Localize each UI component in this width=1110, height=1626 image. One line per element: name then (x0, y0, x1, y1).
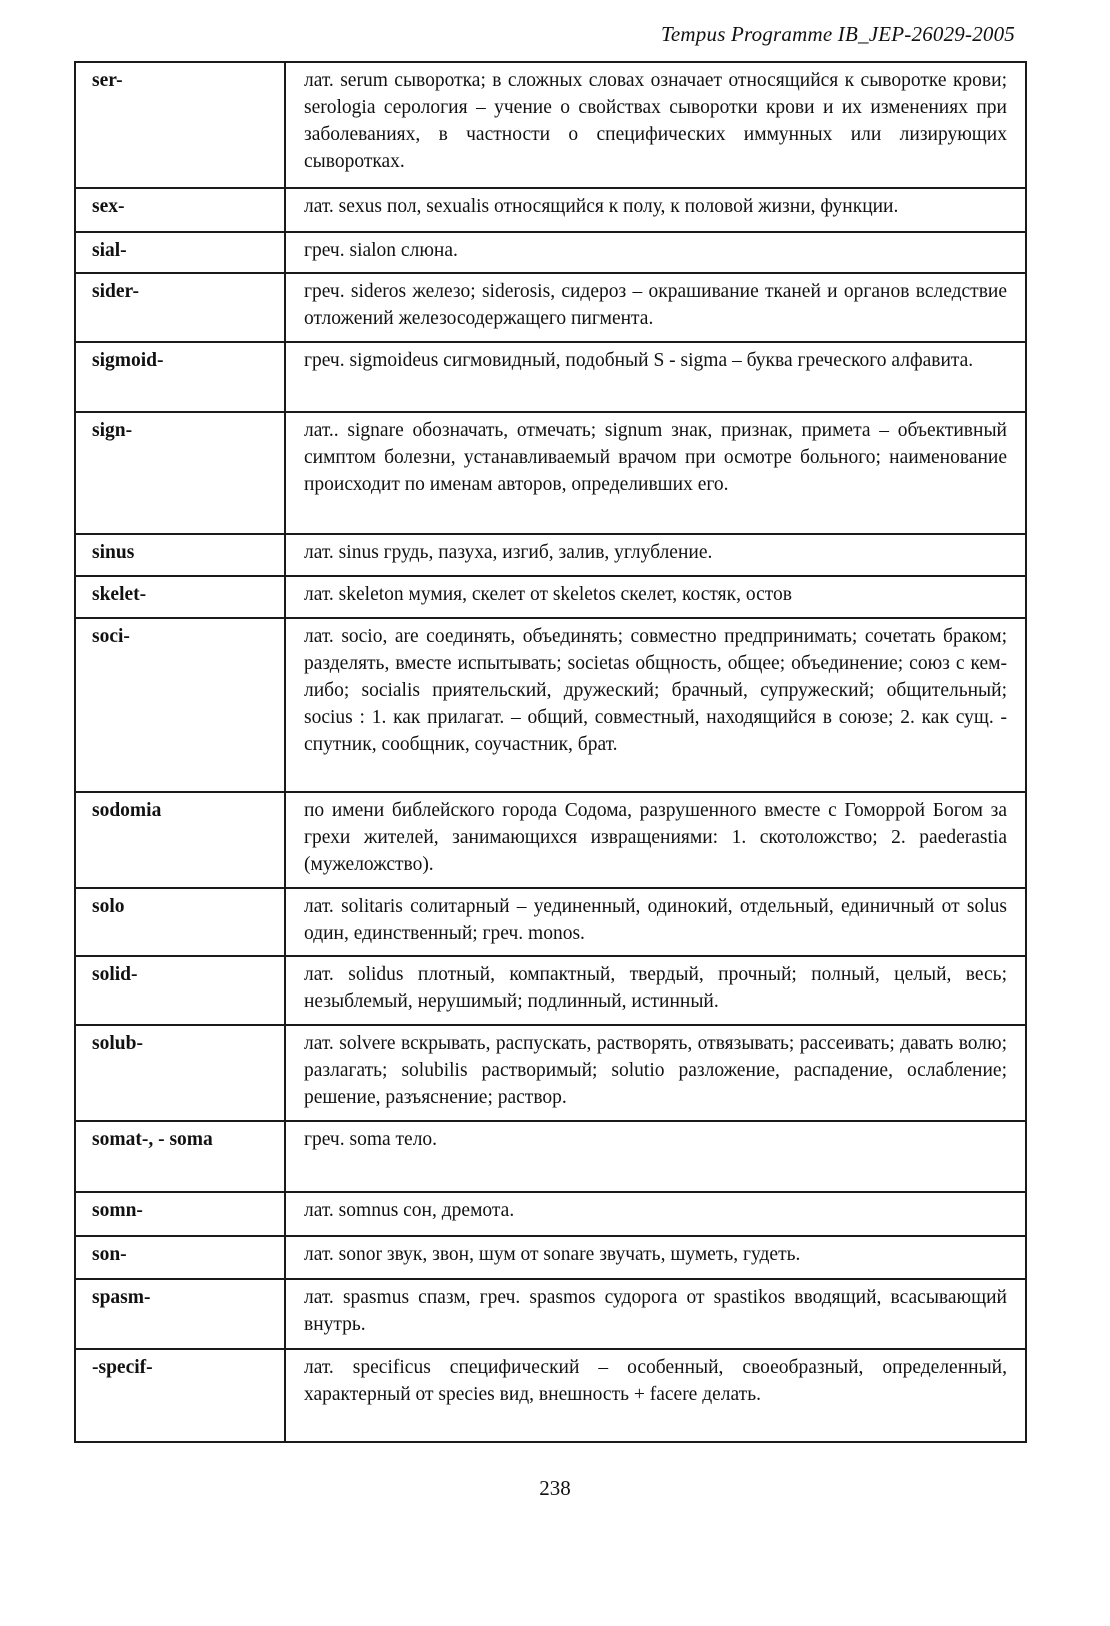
entry-definition: лат. sinus грудь, пазуха, изгиб, залив, углубление. (285, 534, 1026, 576)
entry-term: soci- (75, 618, 285, 792)
entry-definition: лат. solitaris солитарный – уединенный, одинокий, отдельный, единичный от solus один, единственный; греч. monos. (285, 888, 1026, 956)
entry-term: somn- (75, 1192, 285, 1236)
entry-term: solo (75, 888, 285, 956)
table-row (75, 1279, 1026, 1349)
entry-term: somat-, - soma (75, 1121, 285, 1192)
entry-definition: лат. skeleton мумия, скелет от skeletos скелет, костяк, остов (285, 576, 1026, 618)
table-row (75, 576, 1026, 618)
entry-term: sex- (75, 188, 285, 232)
table-row (75, 273, 1026, 342)
entry-definition: греч. sialon слюна. (285, 232, 1026, 273)
table-row (75, 618, 1026, 792)
table-row (75, 1349, 1026, 1442)
entry-definition: лат. solidus плотный, компактный, твердый, прочный; полный, целый, весь; незыблемый, нерушимый; подлинный, истинный. (285, 956, 1026, 1025)
entry-definition: лат. sexus пол, sexualis относящийся к полу, к половой жизни, функции. (285, 188, 1026, 232)
table-row (75, 232, 1026, 273)
entry-definition: по имени библейского города Содома, разрушенного вместе с Гоморрой Богом за грехи жителей, занимающихся извращениями: 1. скотоложство; 2. paederastia (мужеложство). (285, 792, 1026, 888)
entry-definition: лат. serum сыворотка; в сложных словах означает относящийся к сыворотке крови; serologia серология – учение о свойствах сыворотки крови и их изменениях при заболеваниях, в частности о специфических иммунных или лизирующих сыворотках. (285, 62, 1026, 188)
table-row (75, 534, 1026, 576)
entry-term: son- (75, 1236, 285, 1279)
entry-definition: греч. sigmoideus сигмовидный, подобный S - sigma – буква греческого алфавита. (285, 342, 1026, 412)
table-row (75, 792, 1026, 888)
table-row (75, 1236, 1026, 1279)
table-row (75, 1192, 1026, 1236)
running-header: Tempus Programme IB_JEP-26029-2005 (660, 22, 1015, 46)
entry-definition: лат. sonor звук, звон, шум от sonare звучать, шуметь, гудеть. (285, 1236, 1026, 1279)
glossary-table (74, 61, 1027, 1443)
entry-term: sigmoid- (75, 342, 285, 412)
entry-definition: лат. solvere вскрывать, распускать, растворять, отвязывать; рассеивать; давать волю; разлагать; solubilis растворимый; solutio разложение, распадение, ослабление; решение, разъяснение; раствор. (285, 1025, 1026, 1121)
entry-definition: лат. socio, are соединять, объединять; совместно предпринимать; сочетать браком; разделять, вместе испытывать; societas общность, общее; объединение; союз с кем-либо; socialis приятельский, дружеский; брачный, супружеский; общительный; socius : 1. как прилагат. – общий, совместный, находящийся в союзе; 2. как сущ. - спутник, сообщник, соучастник, брат. (285, 618, 1026, 792)
entry-term: skelet- (75, 576, 285, 618)
table-row (75, 1025, 1026, 1121)
entry-term: sodomia (75, 792, 285, 888)
entry-term: solub- (75, 1025, 285, 1121)
entry-term: ser- (75, 62, 285, 188)
entry-term: sign- (75, 412, 285, 534)
table-row (75, 342, 1026, 412)
entry-definition: лат. spasmus спазм, греч. spasmos судорога от spastikos вводящий, всасывающий внутрь. (285, 1279, 1026, 1349)
table-row (75, 888, 1026, 956)
table-row (75, 1121, 1026, 1192)
entry-definition: греч. sideros железо; siderosis, сидероз – окрашивание тканей и органов вследствие отложений железосодержащего пигмента. (285, 273, 1026, 342)
table-row (75, 62, 1026, 188)
table-row (75, 412, 1026, 534)
entry-term: spasm- (75, 1279, 285, 1349)
entry-term: sinus (75, 534, 285, 576)
entry-definition: лат.. signare обозначать, отмечать; signum знак, признак, примета – объективный симптом болезни, устанавливаемый врачом при осмотре больного; наименование происходит по именам авторов, определивших его. (285, 412, 1026, 534)
entry-term: sider- (75, 273, 285, 342)
page-number: 238 (539, 1476, 571, 1500)
entry-term: solid- (75, 956, 285, 1025)
entry-term: sial- (75, 232, 285, 273)
table-row (75, 188, 1026, 232)
entry-definition: лат. somnus сон, дремота. (285, 1192, 1026, 1236)
table-row (75, 956, 1026, 1025)
entry-definition: греч. soma тело. (285, 1121, 1026, 1192)
entry-term: -specif- (75, 1349, 285, 1442)
entry-definition: лат. specificus специфический – особенный, своеобразный, определенный, характерный от species вид, внешность + facere делать. (285, 1349, 1026, 1442)
